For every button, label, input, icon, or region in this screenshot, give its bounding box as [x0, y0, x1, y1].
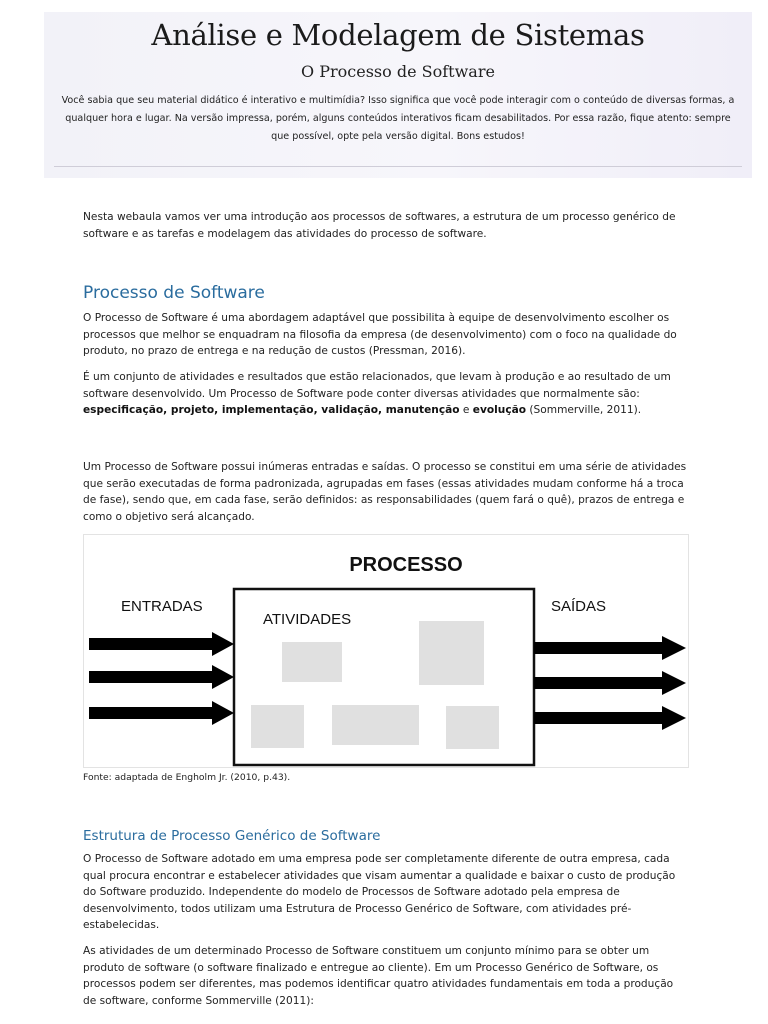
- input-arrow: [89, 701, 234, 725]
- activity-evolucao-bold: evolução: [472, 404, 527, 416]
- output-arrow: [534, 706, 686, 730]
- page-subtitle: O Processo de Software: [301, 62, 495, 81]
- outputs-label: SAÍDAS: [551, 598, 607, 615]
- intro-paragraph: Nesta webaula vamos ver uma introdução aos processos de softwares, a estrutura de um processo genérico de software e as tarefas e modelagem das atividades do processo de software.: [83, 211, 676, 240]
- activities-list-bold: especificação, projeto, implementação, validação, manutenção: [83, 404, 460, 416]
- paragraph-definition: O Processo de Software é uma abordagem adaptável que possibilita à equipe de desenvolvimento escolher os processos que melhor se enquadram na filosofia da empresa (de desenvolvimento) com o foco na qualidade do produto, no prazo de entrega e na redução de custos (Pressman, 2016).: [83, 312, 677, 357]
- digital-version-notice: Você sabia que seu material didático é interativo e multimídia? Isso significa que você pode interagir com o conteúdo de diversas formas, a qualquer hora e lugar. Na versão impressa, porém, alguns conteúdos interativos ficam desabilitados. Por essa razão, fique atento: sempre que possível, opte pela versão digital. Bons estudos!: [61, 95, 735, 142]
- input-arrow: [89, 632, 234, 656]
- paragraph-fundamental-activities: As atividades de um determinado Processo de Software constituem um conjunto mínimo para se obter um produto de software (o software finalizado e entregue ao cliente). Em um Processo Genérico de Software, os processos podem ser diferentes, mas podemos identificar quatro atividades fundamentais em toda a produção de software, conforme Sommerville (2011):: [83, 945, 674, 1007]
- paragraph-activities: [83, 369, 687, 419]
- paragraph-activities-citation: (Sommerville, 2011).: [526, 404, 642, 416]
- figure-caption: Fonte: adaptada de Engholm Jr. (2010, p.43).: [83, 772, 291, 783]
- input-arrow: [89, 665, 234, 689]
- input-arrows: [89, 632, 234, 725]
- paragraph-inputs-outputs: Um Processo de Software possui inúmeras entradas e saídas. O processo se constitui em uma série de atividades que serão executadas de forma padronizada, agrupadas em fases (essas atividades mudam conforme há a troca de fase), sendo que, em cada fase, serão definidos: as responsabilidades (quem fará o quê), prazos de entrega e como o objetivo será alcançado.: [83, 461, 687, 523]
- process-diagram: [83, 534, 689, 768]
- output-arrow: [534, 636, 686, 660]
- paragraph-activities-and: e: [459, 404, 473, 416]
- activity-block: [332, 705, 419, 745]
- activity-block: [251, 705, 304, 748]
- output-arrow: [534, 671, 686, 695]
- section-heading-estrutura: Estrutura de Processo Genérico de Software: [83, 828, 381, 844]
- paragraph-generic-structure: O Processo de Software adotado em uma empresa pode ser completamente diferente de outra empresa, cada qual procura encontrar e estabelecer atividades que visam aumentar a qualidade e baixar o custo de produção do Software produzido. Independente do modelo de Processos de Software adotado pela empresa de desenvolvimento, todos utilizam uma Estrutura de Processo Genérico de Software, com atividades pré-estabelecidas.: [83, 853, 676, 931]
- process-diagram-svg: [84, 535, 688, 767]
- activities-label: ATIVIDADES: [263, 611, 352, 628]
- output-arrows: [534, 636, 686, 730]
- inputs-label: ENTRADAS: [121, 598, 203, 615]
- paragraph-activities-start: É um conjunto de atividades e resultados que estão relacionados, que levam à produção e ao resultado de um software desenvolvido. Um Processo de Software pode conter diversas atividades que normalmente são:: [83, 371, 671, 400]
- page-title: Análise e Modelagem de Sistemas: [151, 18, 645, 52]
- header-divider: [54, 166, 742, 167]
- activity-block: [282, 642, 342, 682]
- section-heading-processo: Processo de Software: [83, 283, 265, 303]
- diagram-title: PROCESSO: [349, 554, 463, 576]
- header-banner: [44, 12, 752, 178]
- activity-block: [446, 706, 499, 749]
- activity-block: [419, 621, 484, 685]
